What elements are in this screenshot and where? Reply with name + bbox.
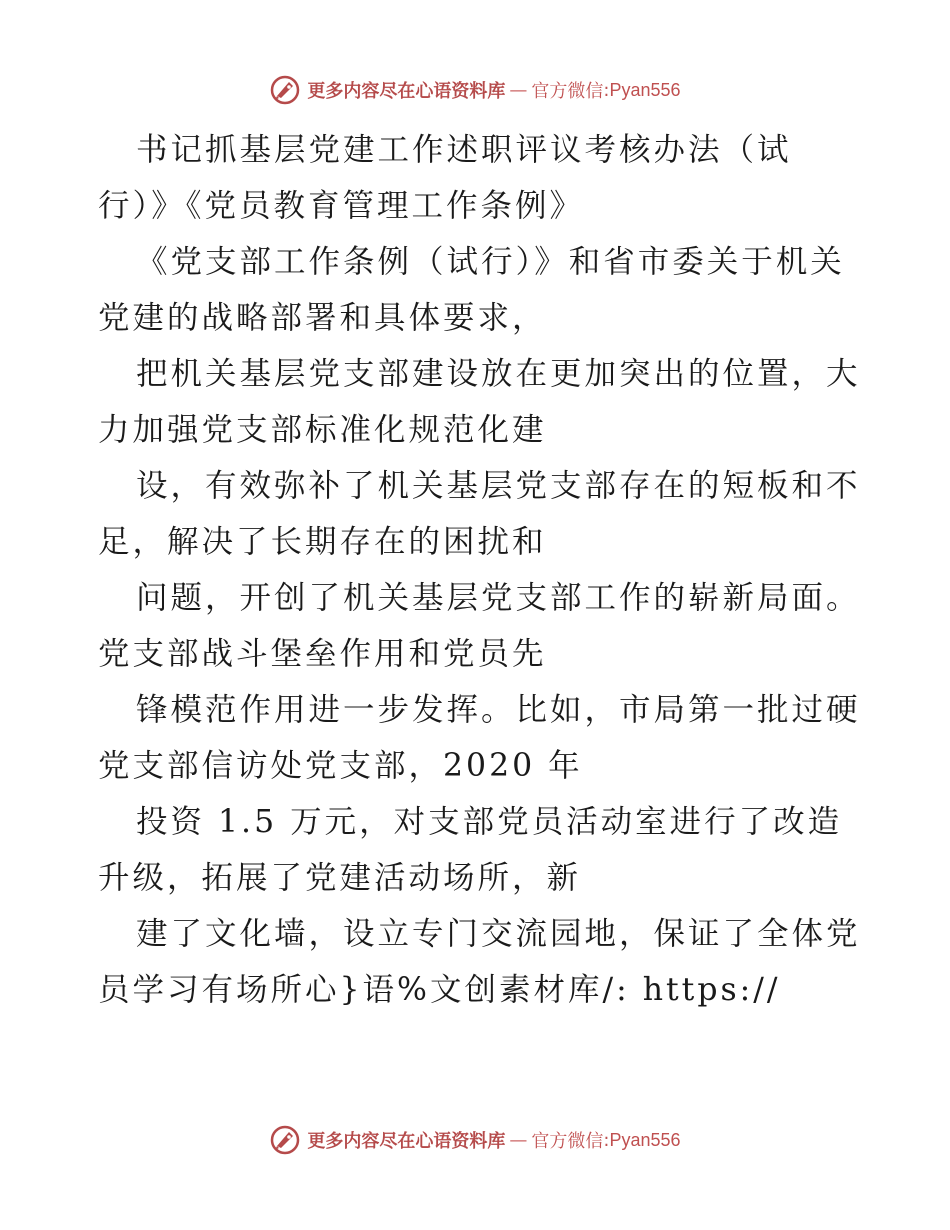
footer-banner [0, 1122, 950, 1158]
body-line: 力加强党支部标准化规范化建 [98, 412, 547, 448]
body-line: 书记抓基层党建工作述职评议考核办法（试 [136, 132, 792, 168]
body-line: 党建的战略部署和具体要求， [98, 300, 547, 336]
header-separator: — [509, 79, 528, 101]
header-banner [0, 72, 950, 108]
body-line: 员学习有场所心}语%文创素材库/: https:// [98, 972, 781, 1008]
body-line: 足，解决了长期存在的困扰和 [98, 524, 547, 560]
header-colon: : [603, 79, 610, 101]
body-line: 《党支部工作条例（试行）》和省市委关于机关 [136, 244, 845, 280]
header-slogan: 更多内容尽在心语资料库 [307, 81, 506, 102]
footer-wechat-label: 官方微信 [531, 1131, 604, 1152]
body-line: 问题，开创了机关基层党支部工作的崭新局面。 [136, 580, 861, 616]
footer-separator: — [509, 1129, 528, 1151]
body-line: 把机关基层党支部建设放在更加突出的位置，大 [136, 356, 861, 392]
pen-nib-logo-icon [269, 74, 301, 106]
body-line: 党支部信访处党支部，2020 年 [98, 748, 583, 784]
body-line: 锋模范作用进一步发挥。比如，市局第一批过硬 [136, 692, 861, 728]
body-line: 投资 1.5 万元，对支部党员活动室进行了改造 [136, 804, 843, 840]
body-line: 建了文化墙，设立专门交流园地，保证了全体党 [136, 916, 861, 952]
header-wechat-label: 官方微信 [531, 81, 604, 102]
body-line: 行）》《党员教育管理工作条例》 [98, 188, 585, 224]
body-line: 升级，拓展了党建活动场所，新 [98, 860, 582, 896]
body-line: 党支部战斗堡垒作用和党员先 [98, 636, 547, 672]
pen-nib-logo-icon [269, 1124, 301, 1156]
header-banner-text [307, 77, 680, 103]
body-line: 设，有效弥补了机关基层党支部存在的短板和不 [136, 468, 861, 504]
footer-colon: : [603, 1129, 610, 1151]
footer-wechat-account: Pyan556 [609, 1129, 681, 1150]
footer-banner-text [307, 1127, 680, 1153]
header-wechat-account: Pyan556 [609, 79, 681, 100]
document-body [98, 122, 861, 1018]
footer-slogan: 更多内容尽在心语资料库 [307, 1131, 506, 1152]
